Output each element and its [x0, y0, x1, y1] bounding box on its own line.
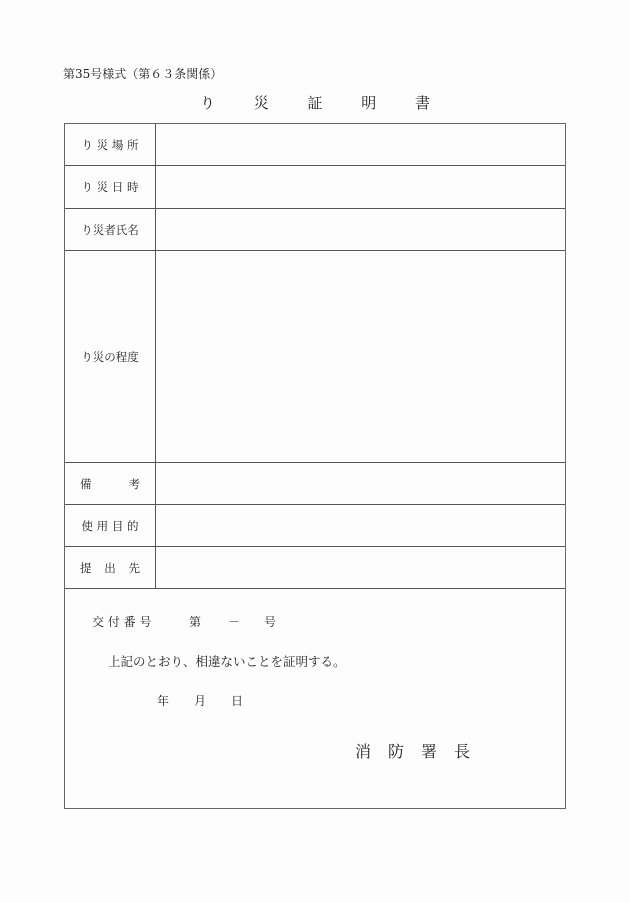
label-char: 出 [104, 560, 116, 575]
date-year: 年 [157, 694, 170, 708]
certification-section [65, 589, 565, 808]
issue-number-dash[interactable]: － [228, 615, 241, 629]
label-char: 提 [80, 560, 92, 575]
signatory-char: 消 [355, 742, 372, 761]
issue-number-suffix: 号 [264, 615, 277, 629]
issue-number-label: 交 付 番 号 [92, 615, 152, 629]
field-submit-to[interactable] [156, 547, 565, 588]
row-disaster-location [65, 124, 565, 166]
issue-number-line [92, 613, 276, 630]
row-disaster-datetime [65, 166, 565, 209]
field-victim-name[interactable] [156, 209, 565, 250]
title-char: り [200, 94, 216, 112]
title-char: 書 [414, 94, 430, 112]
signatory-char: 防 [388, 742, 405, 761]
date-day: 日 [231, 694, 244, 708]
signatory-char: 長 [454, 742, 471, 761]
row-purpose [65, 505, 565, 547]
label-disaster-datetime: り 災 日 時 [65, 166, 156, 208]
label-victim-name: り災者氏名 [65, 209, 156, 250]
field-remarks[interactable] [156, 463, 565, 504]
document-title [200, 92, 430, 113]
label-char: 考 [128, 476, 140, 491]
field-disaster-datetime[interactable] [156, 166, 565, 208]
label-purpose: 使 用 目 的 [65, 505, 156, 546]
certification-statement: 上記のとおり、相違ないことを証明する。 [108, 654, 346, 669]
title-char: 明 [361, 94, 377, 112]
label-char: 備 [80, 476, 92, 491]
date-month: 月 [194, 694, 207, 708]
form-reference: 第35号様式（第６３条関係） [63, 67, 223, 81]
title-char: 証 [307, 94, 323, 112]
label-remarks [65, 463, 156, 504]
field-purpose[interactable] [156, 505, 565, 546]
row-submit-to [65, 547, 565, 589]
signatory-char: 署 [421, 742, 438, 761]
label-disaster-location: り 災 場 所 [65, 124, 156, 165]
fire-station-chief [355, 739, 470, 762]
label-submit-to [65, 547, 156, 588]
label-char: 先 [128, 560, 140, 575]
title-char: 災 [253, 94, 269, 112]
row-remarks [65, 463, 565, 505]
issue-number-prefix: 第 [189, 615, 202, 629]
issue-date [157, 692, 243, 709]
row-victim-name [65, 209, 565, 251]
field-damage-extent[interactable] [156, 251, 565, 462]
field-disaster-location[interactable] [156, 124, 565, 165]
certificate-table [64, 123, 566, 809]
row-damage-extent [65, 251, 565, 463]
label-damage-extent: り災の程度 [65, 251, 156, 462]
